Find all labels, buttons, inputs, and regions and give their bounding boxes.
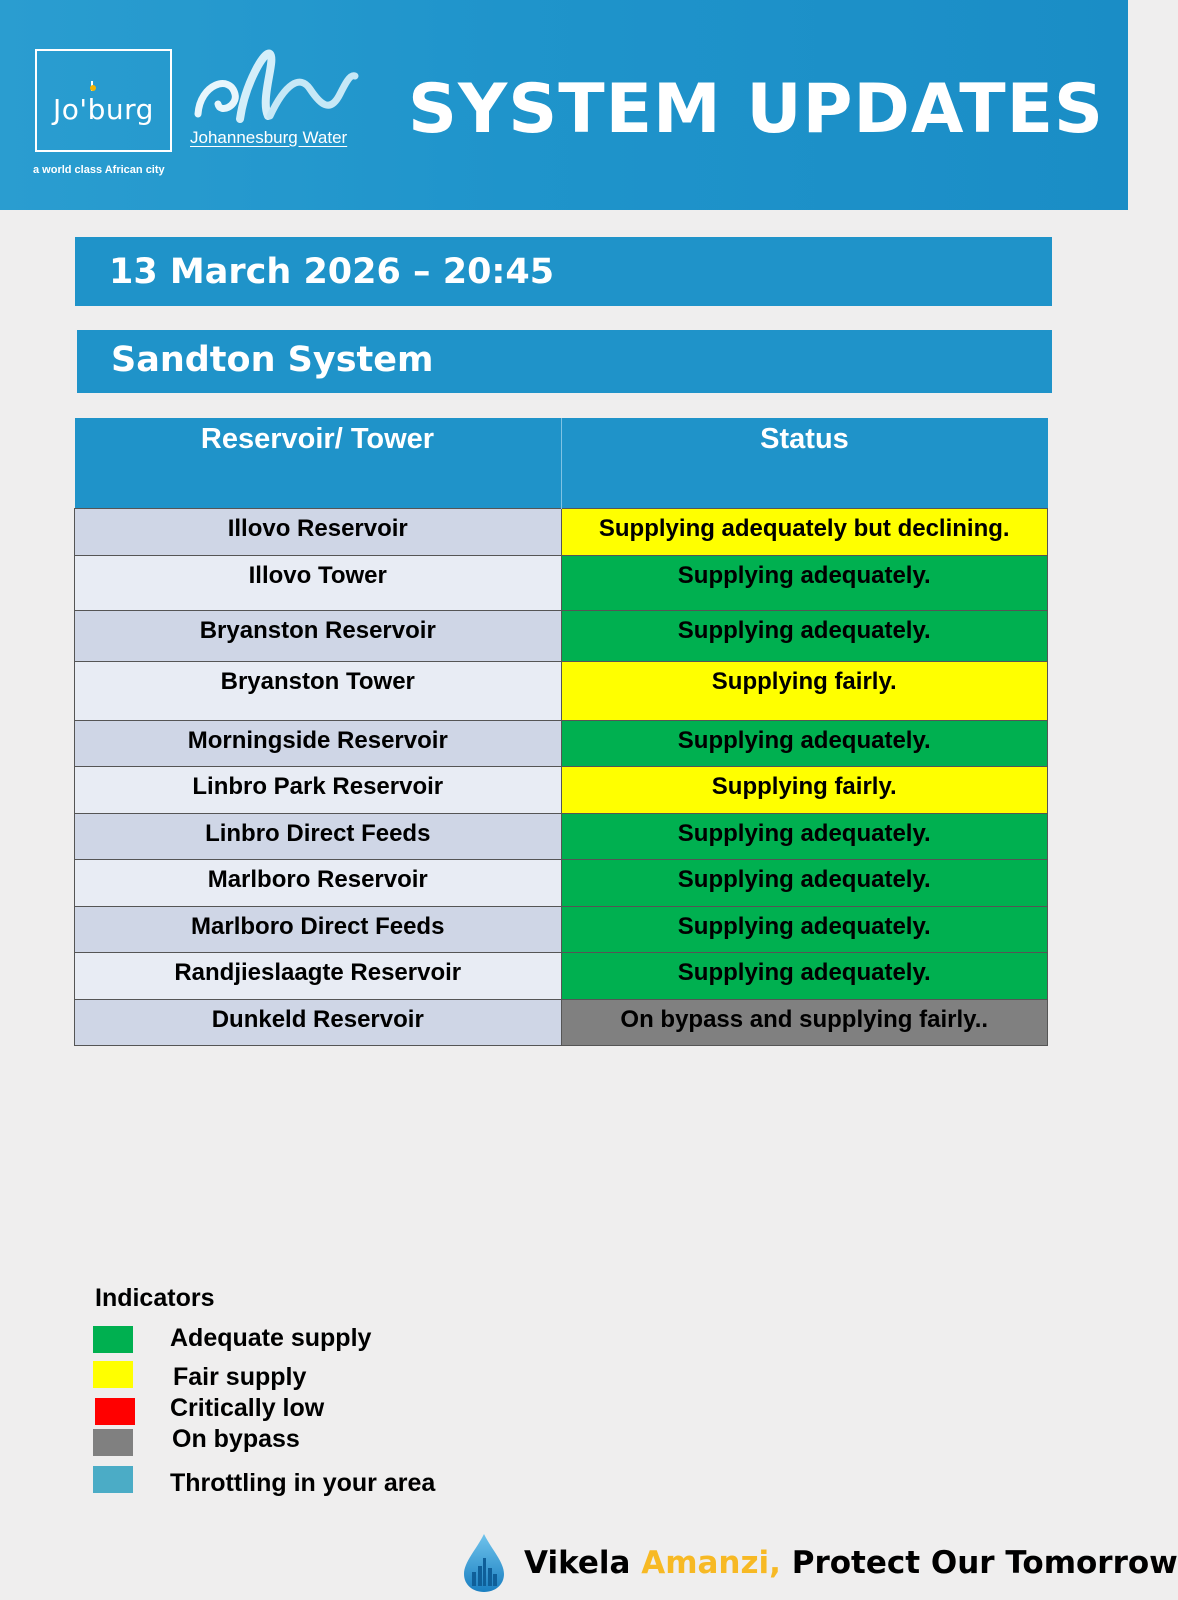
table-row <box>75 720 1048 766</box>
reservoir-name-cell: Bryanston Tower <box>75 661 562 720</box>
table-row <box>75 952 1048 999</box>
legend-label: Throttling in your area <box>170 1469 436 1497</box>
status-cell: Supplying adequately. <box>561 720 1048 766</box>
table-row <box>75 610 1048 661</box>
reservoir-name-cell: Illovo Tower <box>75 555 562 610</box>
legend-label: Critically low <box>170 1394 325 1422</box>
reservoir-name-cell: Illovo Reservoir <box>75 508 562 555</box>
legend-title: Indicators <box>95 1284 215 1312</box>
teal-swatch-icon <box>93 1466 133 1493</box>
status-cell: Supplying adequately. <box>561 952 1048 999</box>
reservoir-name-cell: Bryanston Reservoir <box>75 610 562 661</box>
logo-dot-icon <box>90 85 96 91</box>
water-drop-city-icon <box>462 1532 506 1594</box>
legend-label: On bypass <box>172 1425 300 1453</box>
column-header-reservoir: Reservoir/ Tower <box>75 418 562 508</box>
legend-label: Adequate supply <box>170 1324 372 1352</box>
status-cell: Supplying adequately. <box>561 859 1048 906</box>
legend-label: Fair supply <box>173 1363 307 1391</box>
slogan-part-2: Protect Our Tomorrow <box>780 1545 1178 1581</box>
table-row <box>75 555 1048 610</box>
joburg-logo-text: Jo'burg <box>53 93 154 126</box>
reservoir-name-cell: Morningside Reservoir <box>75 720 562 766</box>
system-name-banner: Sandton System <box>77 330 1052 393</box>
gray-swatch-icon <box>93 1429 133 1456</box>
yellow-swatch-icon <box>93 1361 133 1388</box>
reservoir-name-cell: Linbro Park Reservoir <box>75 766 562 813</box>
table-row <box>75 859 1048 906</box>
table-header-row <box>75 418 1048 508</box>
status-cell: Supplying adequately. <box>561 906 1048 952</box>
column-header-status: Status <box>561 418 1048 508</box>
page-title: SYSTEM UPDATES <box>408 70 1105 149</box>
table-row <box>75 906 1048 952</box>
joburg-tagline: a world class African city <box>33 164 165 176</box>
slogan-part-1: Vikela <box>524 1545 642 1581</box>
joburg-logo <box>35 49 172 152</box>
status-cell: Supplying adequately but declining. <box>561 508 1048 555</box>
reservoir-name-cell: Marlboro Reservoir <box>75 859 562 906</box>
table-row <box>75 766 1048 813</box>
reservoir-name-cell: Marlboro Direct Feeds <box>75 906 562 952</box>
status-cell: Supplying adequately. <box>561 813 1048 859</box>
status-cell: Supplying adequately. <box>561 610 1048 661</box>
table-row <box>75 661 1048 720</box>
table-row <box>75 508 1048 555</box>
reservoir-name-cell: Dunkeld Reservoir <box>75 999 562 1045</box>
slogan-accent: Amanzi, <box>641 1545 781 1581</box>
date-time-banner: 13 March 2026 – 20:45 <box>75 237 1052 306</box>
table-row <box>75 813 1048 859</box>
status-cell: On bypass and supplying fairly.. <box>561 999 1048 1045</box>
red-swatch-icon <box>95 1398 135 1425</box>
status-cell: Supplying adequately. <box>561 555 1048 610</box>
footer-slogan <box>524 1545 1178 1581</box>
johannesburg-water-logo-text: Johannesburg Water <box>190 128 348 147</box>
green-swatch-icon <box>93 1326 133 1353</box>
status-cell: Supplying fairly. <box>561 766 1048 813</box>
reservoir-name-cell: Randjieslaagte Reservoir <box>75 952 562 999</box>
status-cell: Supplying fairly. <box>561 661 1048 720</box>
table-row <box>75 999 1048 1045</box>
header-banner <box>0 0 1128 210</box>
reservoir-name-cell: Linbro Direct Feeds <box>75 813 562 859</box>
reservoir-status-table <box>74 418 1048 1046</box>
